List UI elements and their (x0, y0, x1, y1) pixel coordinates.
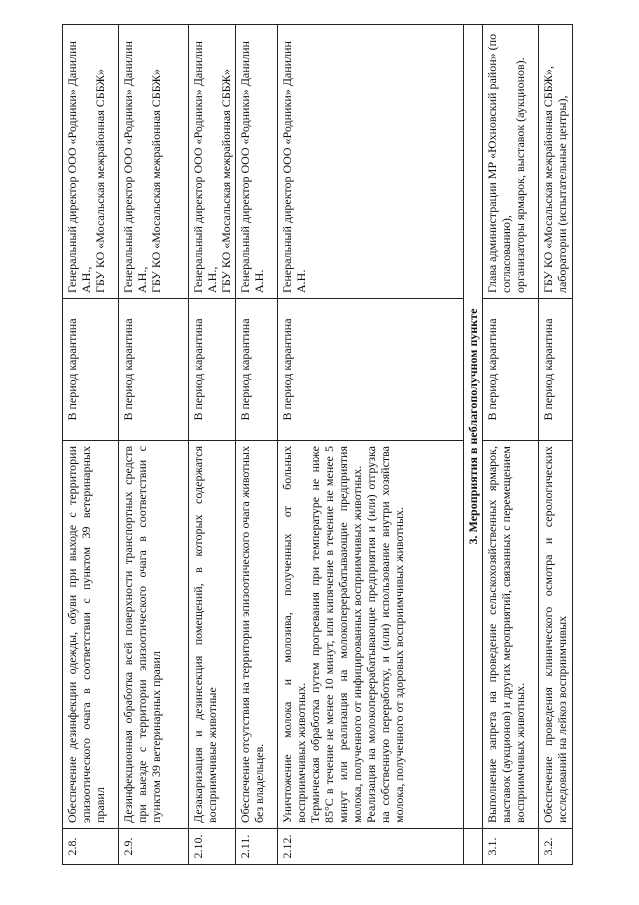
responsible-line: Генеральный директор ООО «Родники» Данилин А.Н., (65, 41, 93, 293)
measure-description (278, 441, 464, 829)
measure-period: В период карантина (278, 299, 464, 441)
responsible-party (236, 25, 278, 299)
row-number: 3.2. (539, 829, 573, 865)
row-number: 2.9. (119, 829, 189, 865)
responsible-line: ГБУ КО «Мосальская межрайонная СББЖ», лаборатории (испытательные центры), (541, 65, 569, 293)
measure-period: В период карантина (483, 299, 539, 441)
table-row (483, 25, 539, 865)
row-number: 2.10. (189, 829, 236, 865)
section-title: 3. Мероприятия в неблагополучном пункте (464, 25, 483, 829)
table-row (119, 25, 189, 865)
responsible-line: Глава администрации МР «Юхновский район» (по согласованию), (485, 33, 513, 293)
table-row (189, 25, 236, 865)
responsible-line: Генеральный директор ООО «Родники» Данилин А.Н. (280, 41, 308, 293)
row-number: 2.12. (278, 829, 464, 865)
description-line: Реализация на молокоперерабатывающие предприятия и (или) отгрузка на собственную переработку, и (или) использование внутри хозяйства молока, полученного от здоровых восприимчивых животных. (364, 446, 406, 823)
measure-period: В период карантина (119, 299, 189, 441)
responsible-party (539, 25, 573, 299)
measure-period: В период карантина (539, 299, 573, 441)
measure-description (539, 441, 573, 829)
row-number: 3.1. (483, 829, 539, 865)
responsible-party (63, 25, 119, 299)
measure-description (236, 441, 278, 829)
description-line: Обеспечение дезинфекции одежды, обуви при выходе с территории эпизоотического очага в соответствии с пунктом 39 ветеринарных правил (65, 446, 107, 823)
table-row (278, 25, 464, 865)
responsible-party (119, 25, 189, 299)
description-line: Обеспечение проведения клинического осмотра и серологических исследований на лейкоз восприимчивых (541, 446, 569, 823)
description-line: Дезакаризация и дезинсекция помещений, в которых содержатся восприимчивые животные (191, 446, 219, 823)
table-row (63, 25, 119, 865)
table-body (63, 25, 573, 865)
table-row (539, 25, 573, 865)
measure-period: В период карантина (63, 299, 119, 441)
measure-period: В период карантина (189, 299, 236, 441)
responsible-line: ГБУ КО «Мосальская межрайонная СББЖ» (149, 68, 163, 293)
responsible-party (189, 25, 236, 299)
measure-period: В период карантина (236, 299, 278, 441)
responsible-party (278, 25, 464, 299)
description-line: Выполнение запрета на проведение сельскохозяйственных ярмарок, выставок (аукционов) и других мероприятий, связанных с перемещением восприимчивых животных. (485, 446, 527, 823)
measure-description (483, 441, 539, 829)
responsible-line: Генеральный директор ООО «Родники» Данилин А.Н. (238, 41, 266, 293)
description-line: Уничтожение молока и молозива, полученных от больных восприимчивых животных. (280, 446, 308, 823)
row-number: 2.8. (63, 829, 119, 865)
responsible-line: ГБУ КО «Мосальская межрайонная СББЖ» (93, 68, 107, 293)
responsible-line: Генеральный директор ООО «Родники» Данилин А.Н., (191, 41, 219, 293)
responsible-party (483, 25, 539, 299)
description-line: Дезинфекционная обработка всей поверхности транспортных средств при выезде с территории эпизоотического очага в соответствии с пунктом 39 ветеринарных правил (121, 446, 163, 823)
measure-description (119, 441, 189, 829)
measure-description (63, 441, 119, 829)
responsible-line: ГБУ КО «Мосальская межрайонная СББЖ» (219, 68, 233, 293)
measure-description (189, 441, 236, 829)
quarantine-measures-table (62, 24, 573, 865)
section-number-cell (464, 829, 483, 865)
description-line: Обеспечение отсутствия на территории эпизоотического очага животных без владельцев. (238, 446, 266, 823)
responsible-line: Генеральный директор ООО «Родники» Данилин А.Н., (121, 41, 149, 293)
description-line: Термическая обработка путем прогревания при температуре не ниже 85°С в течение не менее 10 минут, или кипячение в течение не менее 5 минут или реализация на молокоперерабатывающие предприятия молока, полученного от инфицированных восприимчивых животных. (308, 446, 364, 823)
responsible-line: организаторы ярмарок, выставок (аукционов). (513, 57, 527, 293)
table-row (236, 25, 278, 865)
section-row (464, 25, 483, 865)
row-number: 2.11. (236, 829, 278, 865)
